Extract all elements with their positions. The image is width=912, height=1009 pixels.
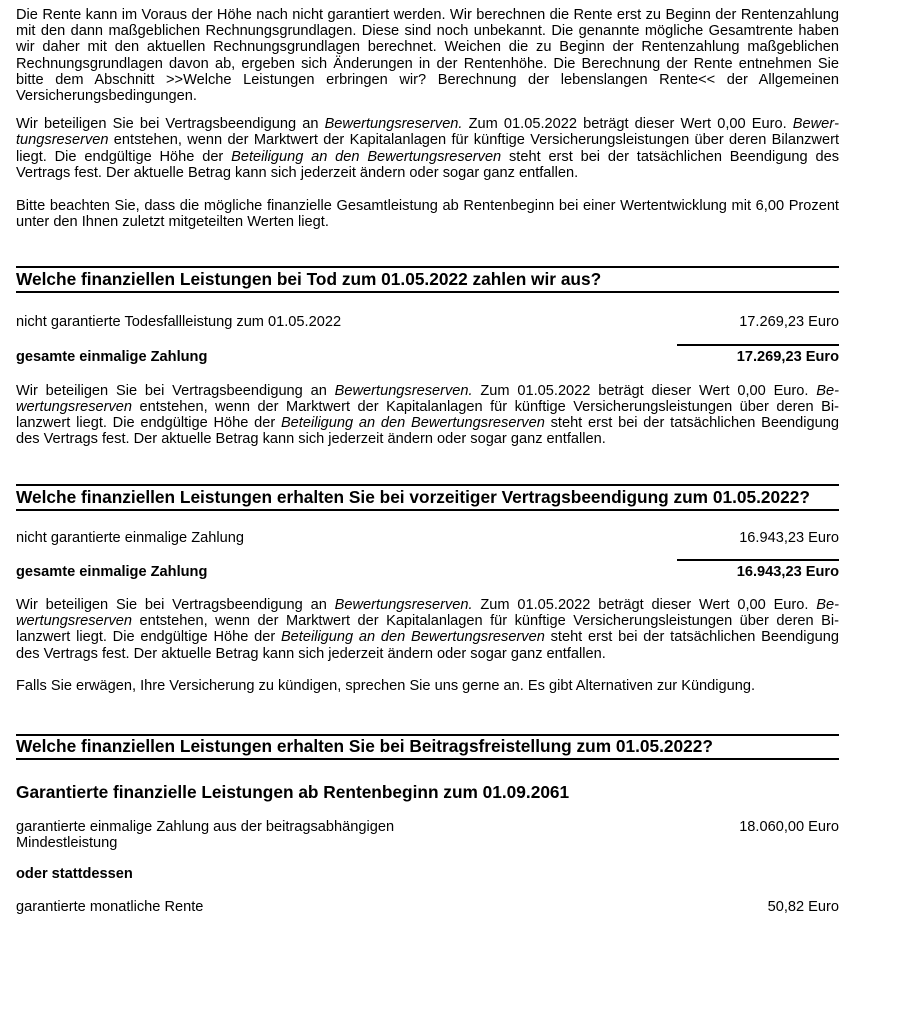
row-label: nicht garantierte einmalige Zahlung bbox=[16, 529, 244, 546]
total-label: gesamte einmalige Zahlung bbox=[16, 348, 208, 365]
intro-paragraph-rente: Die Rente kann im Voraus der Höhe nach nicht garantiert werden. Wir berechnen die Rente erst zu Beginn der Rentenzahlung mit den dann maßgeblichen Rechnungsgrundlagen. Diese sind noch unbekannt. Die genannte mögliche Gesamtrente haben wir daher mit den aktuellen Rechnungsgrundlagen berechnet. Weichen die zu Beginn der Rentenzahlung maßgeblichen Rechnungsgrundlagen davon ab, ergeben sich Änderungen in der Rentenhöhe. Die Berechnung der Rente entnehmen Sie bitte dem Abschnitt >>Welche Leistungen erbringen wir? Berechnung der lebenslangen Rente<< der Allgemeinen Versicherungsbedingungen. bbox=[16, 7, 839, 105]
early-note-kuendigung: Falls Sie erwägen, Ihre Versicherung zu kündigen, sprechen Sie uns gerne an. Es gibt Alternativen zur Kündigung. bbox=[16, 677, 756, 694]
total-amount: 16.943,23 Euro bbox=[736, 563, 839, 580]
row-garantierte-einmalige-zahlung bbox=[16, 819, 839, 851]
row-total-vorzeitig bbox=[16, 564, 839, 580]
sum-divider bbox=[677, 344, 839, 346]
subheading-garantierte-leistungen: Garantierte finanzielle Leistungen ab Rentenbeginn zum 01.09.2061 bbox=[16, 782, 570, 803]
total-label: gesamte einmalige Zahlung bbox=[16, 563, 208, 580]
row-amount: 17.269,23 Euro bbox=[739, 314, 839, 331]
row-garantierte-monatliche-rente bbox=[16, 899, 839, 915]
row-label: garantierte monatliche Rente bbox=[16, 898, 204, 915]
row-todesfallleistung bbox=[16, 314, 839, 330]
row-label: nicht garantierte Todesfallleistung zum 01.05.2022 bbox=[16, 314, 342, 331]
row-label: garantierte einmalige Zahlung aus der beitragsabhängigen Mindestleistung bbox=[16, 819, 395, 852]
document-page bbox=[16, 7, 839, 915]
section-heading-beitragsfreistellung: Welche finanziellen Leistungen erhalten Sie bei Beitragsfreistellung zum 01.05.2022? bbox=[16, 734, 839, 760]
alternative-label: oder stattdessen bbox=[16, 866, 133, 883]
total-amount: 17.269,23 Euro bbox=[736, 348, 839, 365]
row-total-tod bbox=[16, 349, 839, 365]
row-amount: 50,82 Euro bbox=[767, 898, 839, 915]
section-heading-vorzeitig: Welche finanziellen Leistungen erhalten Sie bei vorzeitiger Vertragsbeendigung zum 01.05.2022? bbox=[16, 484, 839, 511]
sum-divider bbox=[677, 559, 839, 561]
intro-paragraph-bewertungsreserven: Wir beteiligen Sie bei Vertragsbeendigung an Bewertungsreserven. Zum 01.05.2022 beträgt dieser Wert 0,00 Euro. Bewertungsreserven entstehen, wenn der Marktwert der Kapitalanlagen für künftige Versicherungsleistungen über deren Bilanzwert liegt. Die endgültige Höhe der Beteiligung an den Bewertungsreserven steht erst bei der tatsächlichen Beendigung des Vertrags fest. Der aktuelle Betrag kann sich jederzeit ändern oder sogar ganz entfallen. bbox=[16, 116, 839, 181]
row-amount: 18.060,00 Euro bbox=[739, 819, 839, 836]
row-einmalige-zahlung bbox=[16, 530, 839, 546]
section-heading-tod: Welche finanziellen Leistungen bei Tod zum 01.05.2022 zahlen wir aus? bbox=[16, 266, 839, 293]
early-paragraph-bewertungsreserven: Wir beteiligen Sie bei Vertragsbeendigung an Bewertungsreserven. Zum 01.05.2022 beträgt dieser Wert 0,00 Euro. Bewertungsreserven entstehen, wenn der Marktwert der Kapitalanlagen für künftige Versicherungsleistungen über deren Bilanzwert liegt. Die endgültige Höhe der Beteiligung an den Bewertungsreserven steht erst bei der tatsächlichen Beendigung des Vertrags fest. Der aktuelle Betrag kann sich jederzeit ändern oder sogar ganz entfallen. bbox=[16, 597, 839, 662]
row-amount: 16.943,23 Euro bbox=[739, 529, 839, 546]
intro-paragraph-wertentwicklung: Bitte beachten Sie, dass die mögliche finanzielle Gesamtleistung ab Rentenbeginn bei einer Wertentwicklung mit 6,00 Prozent unter den Ihnen zuletzt mitgeteilten Werten liegt. bbox=[16, 198, 839, 231]
death-paragraph-bewertungsreserven: Wir beteiligen Sie bei Vertragsbeendigung an Bewertungsreserven. Zum 01.05.2022 beträgt dieser Wert 0,00 Euro. Bewertungsreserven entstehen, wenn der Marktwert der Kapitalanlagen für künftige Versicherungsleistungen über deren Bilanzwert liegt. Die endgültige Höhe der Beteiligung an den Bewertungsreserven steht erst bei der tatsächlichen Beendigung des Vertrags fest. Der aktuelle Betrag kann sich jederzeit ändern oder sogar ganz entfallen. bbox=[16, 382, 839, 448]
